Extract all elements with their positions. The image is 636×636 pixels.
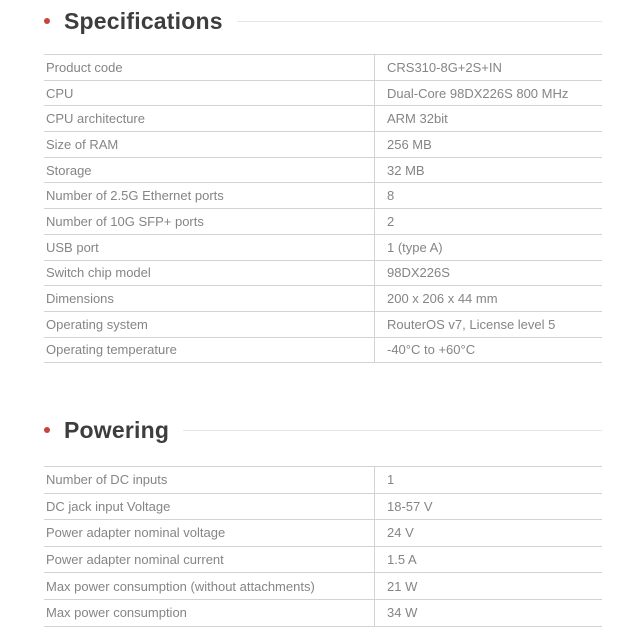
row-label: Switch chip model [44, 261, 375, 286]
row-label: Storage [44, 158, 375, 183]
row-label: Max power consumption (without attachments) [44, 573, 375, 599]
section-divider [183, 430, 602, 431]
row-value: 32 MB [387, 162, 425, 178]
row-label: Product code [44, 55, 375, 80]
powering-table [44, 466, 602, 627]
table-row [44, 547, 602, 574]
table-row [44, 132, 602, 158]
table-row [44, 261, 602, 287]
table-row [44, 235, 602, 261]
table-row [44, 55, 602, 81]
row-value: 24 V [387, 525, 414, 541]
row-label: Power adapter nominal current [44, 547, 375, 573]
row-label: Size of RAM [44, 132, 375, 157]
table-row [44, 183, 602, 209]
row-value: 2 [387, 213, 395, 229]
row-value: Dual-Core 98DX226S 800 MHz [387, 85, 569, 101]
section-title-specifications: Specifications [64, 7, 223, 34]
table-row [44, 600, 602, 627]
row-label: DC jack input Voltage [44, 494, 375, 520]
row-value: 21 W [387, 578, 418, 594]
row-value: ARM 32bit [387, 111, 448, 127]
bullet-icon [44, 427, 50, 433]
table-row [44, 338, 602, 364]
row-value: 1 [387, 472, 395, 488]
row-value: 8 [387, 188, 395, 204]
table-row [44, 467, 602, 494]
row-label: CPU [44, 81, 375, 106]
row-label: Power adapter nominal voltage [44, 520, 375, 546]
table-row [44, 286, 602, 312]
row-value: 98DX226S [387, 265, 450, 281]
row-value: 1.5 A [387, 552, 417, 568]
section-divider [237, 21, 602, 22]
row-label: Operating system [44, 312, 375, 337]
row-value: 256 MB [387, 136, 432, 152]
row-value: -40°C to +60°C [387, 342, 476, 358]
row-label: Max power consumption [44, 600, 375, 626]
row-value: 18-57 V [387, 498, 433, 514]
specifications-table [44, 54, 602, 363]
row-value: 34 W [387, 605, 418, 621]
row-label: CPU architecture [44, 106, 375, 131]
table-row [44, 312, 602, 338]
table-row [44, 209, 602, 235]
row-label: Number of 10G SFP+ ports [44, 209, 375, 234]
row-value: RouterOS v7, License level 5 [387, 316, 556, 332]
bullet-icon [44, 18, 50, 24]
specifications-header [44, 4, 602, 38]
table-row [44, 106, 602, 132]
table-row [44, 573, 602, 600]
row-label: Number of DC inputs [44, 467, 375, 493]
row-label: Dimensions [44, 286, 375, 311]
table-row [44, 81, 602, 107]
table-row [44, 520, 602, 547]
row-value: CRS310-8G+2S+IN [387, 59, 502, 75]
row-label: USB port [44, 235, 375, 260]
table-row [44, 158, 602, 184]
section-title-powering: Powering [64, 416, 170, 443]
powering-header [44, 413, 602, 447]
row-label: Number of 2.5G Ethernet ports [44, 183, 375, 208]
row-value: 200 x 206 x 44 mm [387, 291, 498, 307]
row-label: Operating temperature [44, 338, 375, 363]
row-value: 1 (type A) [387, 239, 443, 255]
table-row [44, 494, 602, 521]
